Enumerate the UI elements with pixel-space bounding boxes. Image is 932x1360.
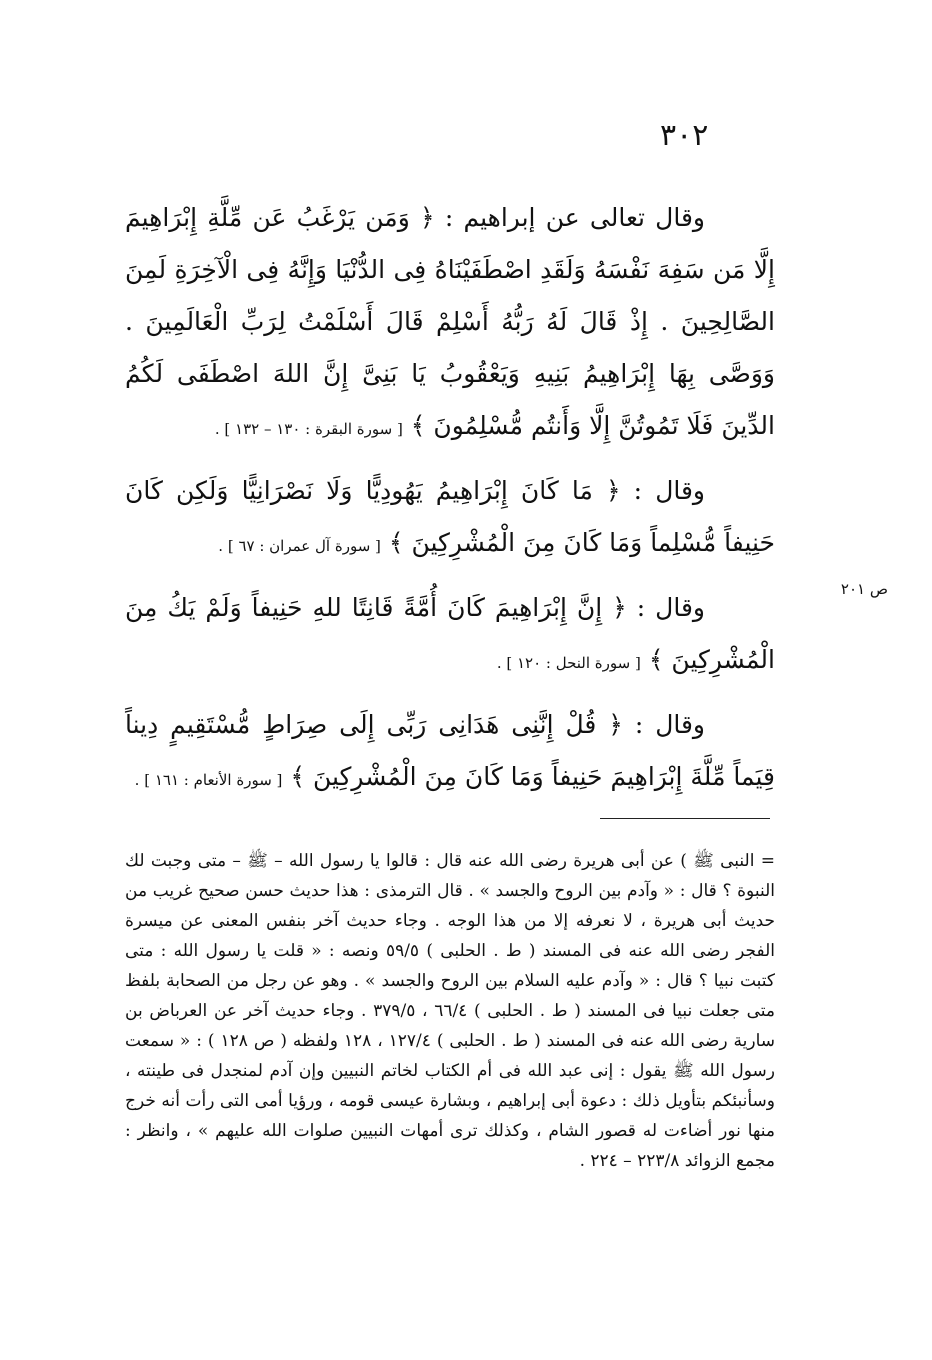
footnote-divider <box>600 818 770 819</box>
surah-reference: [ سورة آل عمران : ٦٧ ] . <box>218 537 381 555</box>
quran-text: وقال : ﴿ قُلْ إِنَّنِى هَدَانِى رَبِّى إِلَى صِرَاطٍ مُّسْتَقِيمٍ دِيناً قِيَماً مِّلَّةَ إِبْرَاهِيمَ حَنِيفاً وَمَا كَانَ مِنَ الْمُشْرِكِينَ ﴾ <box>125 710 775 791</box>
surah-reference: [ سورة النحل : ١٢٠ ] . <box>496 654 641 672</box>
footnotes <box>125 846 775 1176</box>
paragraph <box>125 465 775 572</box>
paragraph <box>125 699 775 806</box>
footnote-text: = النبى ﷺ ) عن أبى هريرة رضى الله عنه قال : قالوا يا رسول الله – ﷺ – متى وجبت لك النبوة ؟ قال : « وآدم بين الروح والجسد » . قال الترمذى : هذا حديث حسن صحيح غريب من حديث أبى هريرة ، لا نعرفه إلا من هذا الوجه . وجاء حديث آخر بنفس المعنى عن ميسرة الفجر رضى الله عنه فى المسند ( ط . الحلبى ) ٥٩/٥ ونصه : « قلت يا رسول الله : متى كتبت نبيا ؟ قال : « وآدم عليه السلام بين الروح والجسد » . وهو عن رجل من الصحابة بلفظ متى جعلت نبيا فى المسند ( ط . الحلبى ) ٦٦/٤ ، ٣٧٩/٥ . وجاء حديث آخر عن العرباض بن سارية رضى الله عنه فى المسند ( ط . الحلبى ) ١٢٧/٤ ، ١٢٨ ولفظه ( ص ١٢٨ ) : « سمعت رسول الله ﷺ يقول : إنى عبد الله فى أم الكتاب لخاتم النبيين وإن آدم لمنجدل فى طينته ، وسأنبئكم بتأويل ذلك : دعوة أبى إبراهيم ، وبشارة عيسى قومه ، ورؤيا أمى التى رأت أنه خرج منها نور أضاءت له قصور الشام ، وكذلك ترى أمهات النبيين صلوات الله عليهم » ، وانظر : مجمع الزوائد ٢٢٣/٨ – ٢٢٤ . <box>125 851 775 1171</box>
main-text <box>125 192 775 806</box>
page-number: ٣٠٢ <box>660 118 709 153</box>
quran-text: وقال : ﴿ إِنَّ إِبْرَاهِيمَ كَانَ أُمَّةً قَانِتًا للهِ حَنِيفاً وَلَمْ يَكُ مِنَ الْمُشْرِكِينَ ﴾ <box>125 593 775 674</box>
quran-text: وقال تعالى عن إبراهيم : ﴿ وَمَن يَرْغَبُ عَن مِّلَّةِ إِبْرَاهِيمَ إِلَّا مَن سَفِهَ نَفْسَهُ وَلَقَدِ اصْطَفَيْنَاهُ فِى الدُّنْيَا وَإِنَّهُ فِى الْآخِرَةِ لَمِنَ الصَّالِحِينَ . إِذْ قَالَ لَهُ رَبُّهُ أَسْلِمْ قَالَ أَسْلَمْتُ لِرَبِّ الْعَالَمِينَ . وَوَصَّى بِهَا إِبْرَاهِيمُ بَنِيهِ وَيَعْقُوبُ يَا بَنِىَّ إِنَّ اللهَ اصْطَفَى لَكُمُ الدِّينَ فَلَا تَمُوتُنَّ إِلَّا وَأَنتُم مُّسْلِمُونَ ﴾ <box>125 203 775 440</box>
margin-note: ص ٢٠١ <box>840 580 888 598</box>
paragraph <box>125 192 775 455</box>
paragraph <box>125 582 775 689</box>
quran-text: وقال : ﴿ مَا كَانَ إِبْرَاهِيمُ يَهُودِيًّا وَلَا نَصْرَانِيًّا وَلَكِن كَانَ حَنِيفاً مُّسْلِماً وَمَا كَانَ مِنَ الْمُشْرِكِينَ ﴾ <box>125 476 775 557</box>
surah-reference: [ سورة البقرة : ١٣٠ – ١٣٢ ] . <box>214 420 403 438</box>
surah-reference: [ سورة الأنعام : ١٦١ ] . <box>134 771 283 789</box>
